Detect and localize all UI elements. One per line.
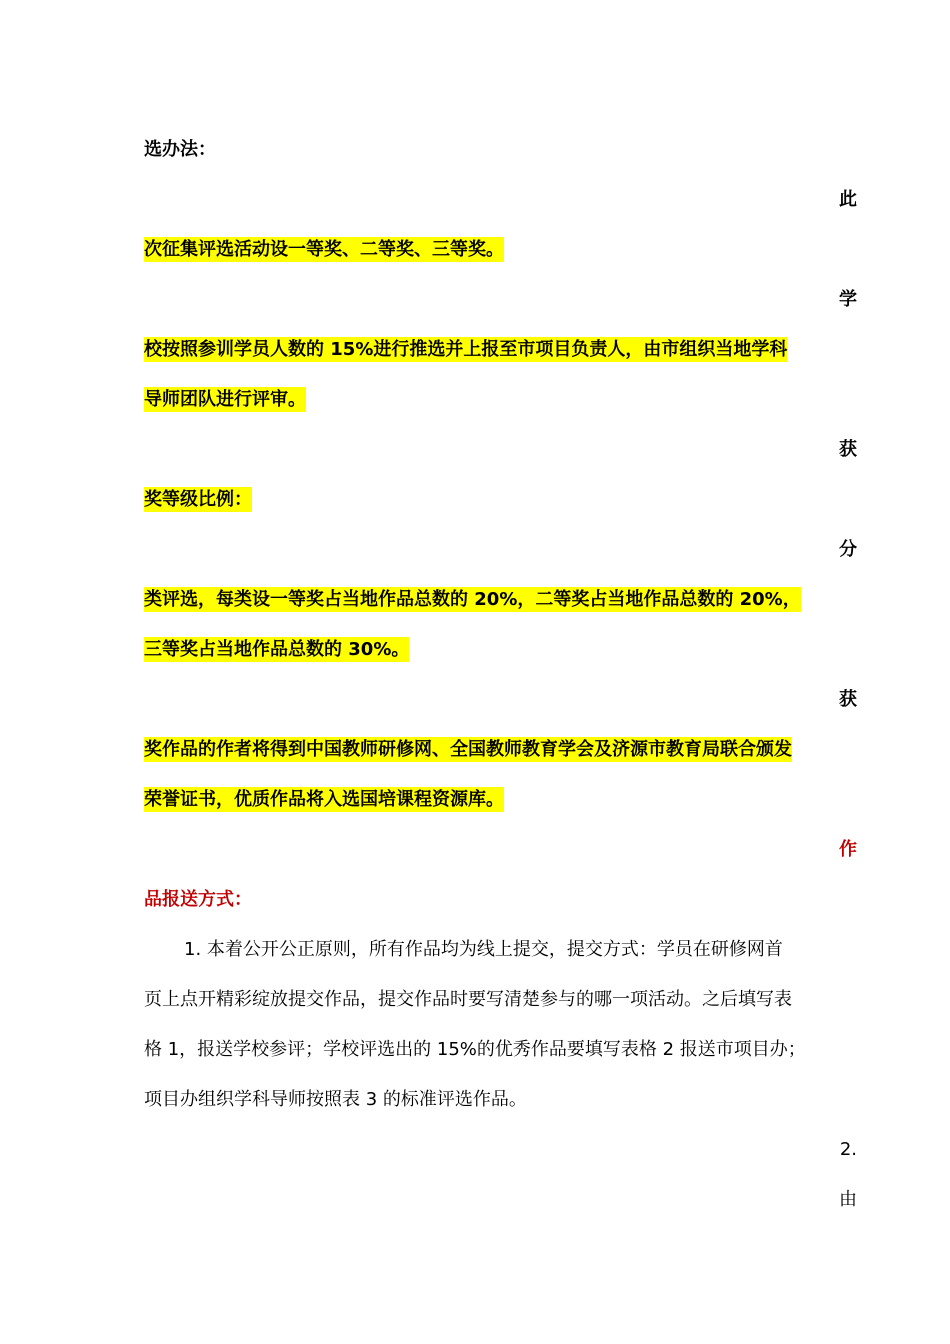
text-line (144, 338, 787, 362)
text-line-fragment: 获 (839, 439, 857, 460)
text-line (144, 388, 306, 412)
text-line-fragment: 此 (839, 189, 857, 210)
text-line-fragment: 分 (839, 539, 857, 560)
text-line-fragment: 学 (839, 289, 857, 310)
text-line (144, 788, 504, 812)
text-line (144, 238, 504, 262)
highlighted-text: 荣誉证书，优质作品将入选国培课程资源库。 (144, 789, 504, 810)
highlighted-text: 导师团队进行评审。 (144, 389, 306, 410)
paragraph-line: 页上点开精彩绽放提交作品，提交作品时要写清楚参与的哪一项活动。之后填写表 (144, 989, 792, 1010)
text-line (144, 638, 409, 662)
section-heading-submission-method: 品报送方式： (144, 889, 252, 910)
text-line (144, 738, 792, 762)
highlighted-text: 类评选，每类设一等奖占当地作品总数的 20%，二等奖占当地作品总数的 20%， (144, 589, 801, 610)
paragraph-line: 项目办组织学科导师按照表 3 的标准评选作品。 (144, 1089, 527, 1110)
highlighted-text: 次征集评选活动设一等奖、二等奖、三等奖。 (144, 239, 504, 260)
section-heading-selection-method: 选办法： (144, 139, 216, 160)
paragraph-line: 1. 本着公开公正原则，所有作品均为线上提交，提交方式：学员在研修网首 (184, 939, 783, 960)
text-line (144, 588, 801, 612)
list-number: 2. (839, 1139, 857, 1160)
text-line-fragment: 获 (839, 689, 857, 710)
paragraph-line: 格 1，报送学校参评；学校评选出的 15%的优秀作品要填写表格 2 报送市项目办； (144, 1039, 806, 1060)
text-line-fragment: 由 (839, 1189, 857, 1210)
heading-fragment: 作 (839, 839, 857, 860)
text-line (144, 488, 252, 512)
highlighted-text: 奖作品的作者将得到中国教师研修网、全国教师教育学会及济源市教育局联合颁发 (144, 739, 792, 760)
highlighted-text: 校按照参训学员人数的 15%进行推选并上报至市项目负责人，由市组织当地学科 (144, 339, 788, 360)
highlighted-text: 奖等级比例： (144, 489, 252, 510)
highlighted-text: 三等奖占当地作品总数的 30%。 (144, 639, 410, 660)
